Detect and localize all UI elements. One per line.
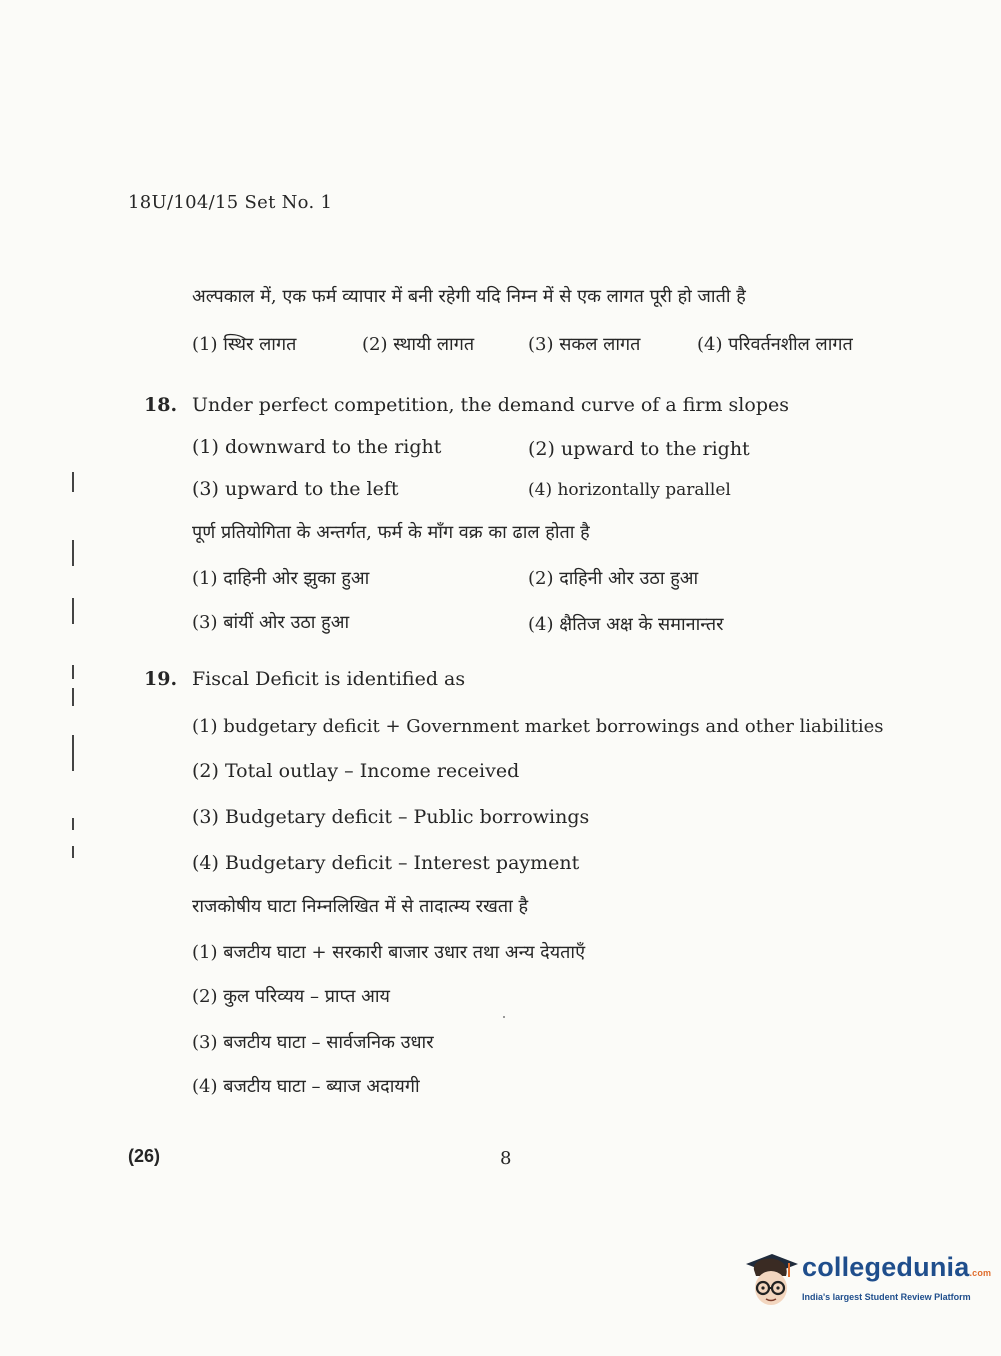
margin-mark: [72, 846, 74, 858]
q19-option-1: (1) budgetary deficit + Government market borrowings and other liabilities: [192, 716, 884, 737]
paper-code-footer: (26): [128, 1146, 161, 1166]
q17-hindi-option-2: (2) स्थायी लागत: [362, 334, 475, 355]
collegedunia-logo: [742, 1250, 992, 1310]
q18-question: Under perfect competition, the demand curve of a firm slopes: [192, 394, 789, 416]
q19-hindi-option-2: (2) कुल परिव्यय – प्राप्त आय: [192, 986, 390, 1007]
q19-hindi-option-4: (4) बजटीय घाटा – ब्याज अदायगी: [192, 1076, 420, 1097]
page-number: 8: [500, 1148, 512, 1169]
margin-mark: [72, 472, 74, 492]
q18-hindi-option-2: (2) दाहिनी ओर उठा हुआ: [528, 568, 699, 589]
margin-mark: [72, 665, 74, 679]
q18-hindi-question: पूर्ण प्रतियोगिता के अन्तर्गत, फर्म के माँग वक्र का ढाल होता है: [192, 522, 590, 543]
logo-tagline: India's largest Student Review Platform: [802, 1292, 971, 1302]
q18-option-2: (2) upward to the right: [528, 438, 750, 460]
q18-option-1: (1) downward to the right: [192, 436, 442, 458]
logo-wordmark: collegedunia.com: [802, 1252, 992, 1282]
q18-hindi-option-1: (1) दाहिनी ओर झुका हुआ: [192, 568, 370, 589]
q18-option-4: (4) horizontally parallel: [528, 480, 731, 500]
q18-hindi-option-4: (4) क्षैतिज अक्ष के समानान्तर: [528, 614, 724, 635]
q19-option-4: (4) Budgetary deficit – Interest payment: [192, 852, 580, 874]
q18-number: 18.: [144, 394, 178, 416]
margin-mark: [72, 688, 74, 706]
margin-mark: [72, 818, 74, 830]
margin-mark: [72, 598, 74, 624]
q19-option-3: (3) Budgetary deficit – Public borrowings: [192, 806, 590, 828]
q18-hindi-option-3: (3) बांयीं ओर उठा हुआ: [192, 612, 350, 633]
q19-option-2: (2) Total outlay – Income received: [192, 760, 520, 782]
q17-hindi-option-3: (3) सकल लागत: [528, 334, 641, 355]
q19-hindi-option-1: (1) बजटीय घाटा + सरकारी बाजार उधार तथा अन्य देयताएँ: [192, 942, 586, 963]
margin-mark: [72, 540, 74, 566]
set-code-header: 18U/104/15 Set No. 1: [128, 192, 333, 213]
q19-number: 19.: [144, 668, 178, 690]
q19-hindi-question: राजकोषीय घाटा निम्नलिखित में से तादात्म्य रखता है: [192, 896, 529, 917]
q19-hindi-option-3: (3) बजटीय घाटा – सार्वजनिक उधार: [192, 1032, 434, 1053]
student-mascot-icon: [742, 1250, 800, 1310]
q17-hindi-option-1: (1) स्थिर लागत: [192, 334, 297, 355]
scan-dot: [503, 1016, 505, 1018]
q17-hindi-option-4: (4) परिवर्तनशील लागत: [697, 334, 853, 355]
q19-question: Fiscal Deficit is identified as: [192, 668, 466, 690]
q17-hindi-question: अल्पकाल में, एक फर्म व्यापार में बनी रहेगी यदि निम्न में से एक लागत पूरी हो जाती है: [192, 286, 746, 307]
q18-option-3: (3) upward to the left: [192, 478, 399, 500]
margin-mark: [72, 735, 74, 771]
